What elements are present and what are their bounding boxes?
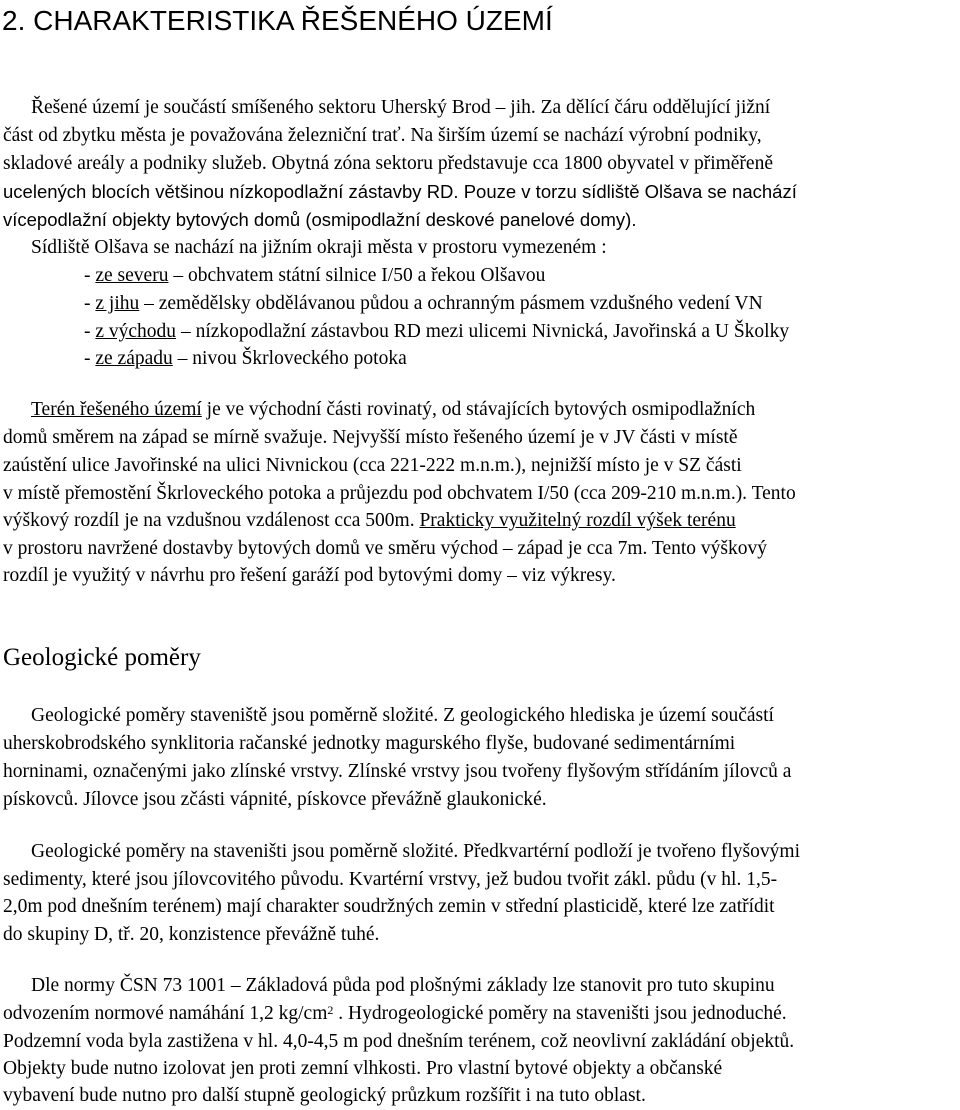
superscript: 2 [327,1003,334,1017]
terrain-line: v místě přemostění Škrloveckého potoka a průjezdu pod obchvatem I/50 (cca 209-210 m.n.m.). Tento [3,483,796,504]
boundary-item: - z jihu – zemědělsky obdělávanou půdou a ochranným pásmem vzdušného vedení VN [84,293,763,314]
intro-line: Sídliště Olšava se nachází na jižním okraji města v prostoru vymezeném : [31,237,607,258]
terrain-line: v prostoru navržené dostavby bytových domů ve směru východ – západ je cca 7m. Tento výškový [3,538,768,559]
terrain-line: rozdíl je využitý v návrhu pro řešení garáží pod bytovými domy – viz výkresy. [3,565,616,586]
intro-line: Řešené území je součástí smíšeného sektoru Uherský Brod – jih. Za dělící čáru oddělující jižní [31,97,771,118]
geo-line: horninami, označenými jako zlínské vrstvy. Zlínské vrstvy jsou tvořeny flyšovým střídáním jílovců a [3,761,792,782]
direction-label: z východu [95,321,177,342]
page-heading: 2. CHARAKTERISTIKA ŘEŠENÉHO ÚZEMÍ [2,5,553,36]
intro-line: vícepodlažní objekty bytových domů (osmipodlažní deskové panelové domy). [3,209,637,230]
direction-label: z jihu [95,293,140,314]
terrain-line: Terén řešeného území je ve východní části rovinatý, od stávajících bytových osmipodlažních [31,399,756,420]
geo-line: do skupiny D, tř. 20, konzistence převážně tuhé. [3,924,380,945]
terrain-line: domů směrem na západ se mírně svažuje. Nejvyšší místo řešeného území je v JV části v místě [3,427,738,448]
terrain-line: zaústění ulice Javořinské na ulici Nivnickou (cca 221-222 m.n.m.), nejnižší místo je v SZ části [3,455,742,476]
geo-line: 2,0m pod dnešním terénem) mají charakter soudržných zemin v střední plasticidě, které lze zatřídit [3,896,775,917]
geo-line: vybavení bude nutno pro další stupně geologický průzkum rozšířit i na tuto oblast. [3,1085,646,1106]
intro-line: ucelených blocích většinou nízkopodlažní zástavby RD. Pouze v torzu sídliště Olšava se nachází [3,181,797,202]
geo-line: Podzemní voda byla zastižena v hl. 4,0-4,5 m pod dnešním terénem, což neovlivní zakládání objektů. [3,1031,795,1052]
intro-line: skladové areály a podniky služeb. Obytná zóna sektoru představuje cca 1800 obyvatel v přiměřeně [3,153,773,174]
geo-line: Geologické poměry staveniště jsou poměrně složité. Z geologického hlediska je území součástí [31,705,774,726]
intro-line: část od zbytku města je považována železniční trať. Na širším území se nachází výrobní podniky, [3,125,762,146]
direction-label: ze západu [95,348,173,369]
direction-label: ze severu [95,265,169,286]
terrain-term: Terén řešeného území [31,399,202,420]
geo-line: Dle normy ČSN 73 1001 – Základová půda pod plošnými základy lze stanovit pro tuto skupinu [31,975,775,996]
terrain-line: výškový rozdíl je na vzdušnou vzdálenost cca 500m. Prakticky využitelný rozdíl výšek terénu [3,510,736,531]
boundary-item: - ze západu – nivou Škrloveckého potoka [84,348,407,369]
geo-line: uherskobrodského synklitoria račanské jednotky magurského flyše, budované sedimentárními [3,733,736,754]
boundary-item: - ze severu – obchvatem státní silnice I/50 a řekou Olšavou [84,265,546,286]
geo-line: pískovců. Jílovce jsou zčásti vápnité, pískovce převážně glaukonické. [3,789,547,810]
geo-line: Geologické poměry na staveništi jsou poměrně složité. Předkvartérní podloží je tvořeno flyšovými [31,841,800,862]
terrain-emphasis: Prakticky využitelný rozdíl výšek terénu [419,510,736,531]
section-heading: Geologické poměry [3,644,201,671]
geo-line: sedimenty, které jsou jílovcovitého původu. Kvartérní vrstvy, jež budou tvořit zákl. půdu (v hl. 1,5- [3,869,778,890]
geo-line: odvozením normové namáhání 1,2 $kg/cm^2$ . Hydrogeologické poměry na staveništi jsou jednoduché. [3,1003,787,1024]
boundary-item: - z východu – nízkopodlažní zástavbou RD mezi ulicemi Nivnická, Javořinská a U Školky [84,321,790,342]
geo-line: Objekty bude nutno izolovat jen proti zemní vlhkosti. Pro vlastní bytové objekty a občanské [3,1058,723,1079]
